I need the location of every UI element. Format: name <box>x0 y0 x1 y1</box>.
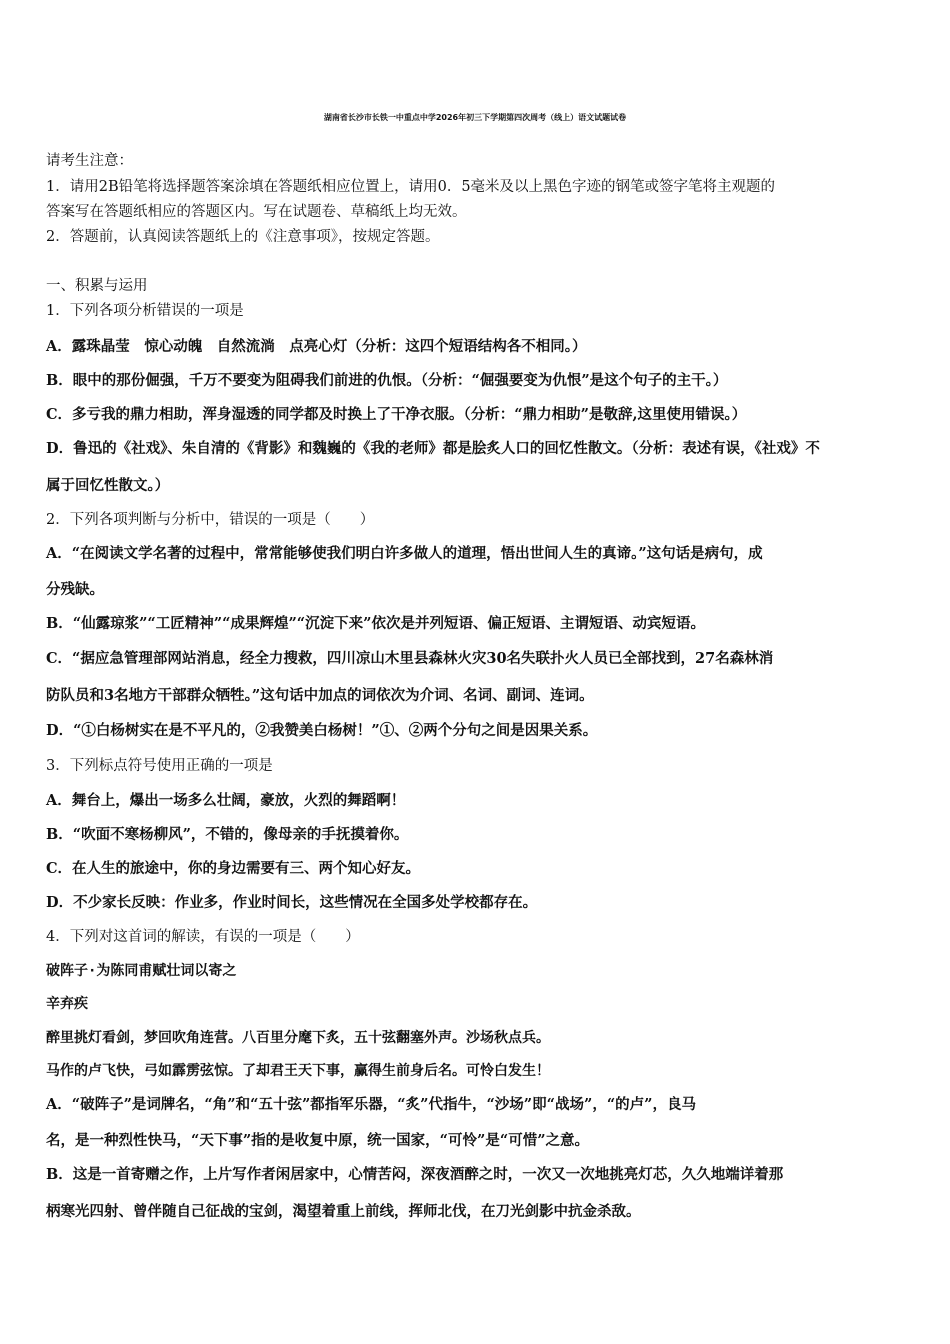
q1-option-c: C．多亏我的鼎力相助，浑身湿透的同学都及时换上了干净衣服。（分析：“鼎力相助”是敬辞,这里使用错误。） <box>46 406 747 423</box>
notice-item1-line1: 1．请用2B铅笔将选择题答案涂填在答题纸相应位置上，请用0．5毫米及以上黑色字迹的钢笔或签字笔将主观题的 <box>46 179 776 195</box>
q2-option-b: B．“仙露琼浆”“工匠精神”“成果辉煌”“沉淀下来”依次是并列短语、偏正短语、主谓短语、动宾短语。 <box>46 615 705 632</box>
q1-option-d-line1: D．鲁迅的《社戏》、朱自清的《背影》和魏巍的《我的老师》都是脍炙人口的回忆性散文。（分析：表述有误，《社戏》不 <box>46 440 820 457</box>
notice-item1-line2: 答案写在答题纸相应的答题区内。写在试题卷、草稿纸上均无效。 <box>46 204 467 220</box>
q4-stem: 4．下列对这首词的解读，有误的一项是（ ） <box>46 929 360 945</box>
section-heading: 一、积累与运用 <box>46 278 148 294</box>
poem-author: 辛弃疾 <box>46 996 88 1012</box>
q2-option-c-line2: 防队员和3名地方干部群众牺牲。”这句话中加点的词依次为介词、名词、副词、连词。 <box>46 687 594 704</box>
q2-option-d: D．“①白杨树实在是不平凡的，②我赞美白杨树！”①、②两个分句之间是因果关系。 <box>46 722 598 739</box>
q1-option-a: A．露珠晶莹 惊心动魄 自然流淌 点亮心灯（分析：这四个短语结构各不相同。） <box>46 338 587 355</box>
notice-item2: 2．答题前，认真阅读答题纸上的《注意事项》，按规定答题。 <box>46 229 440 245</box>
q1-stem: 1．下列各项分析错误的一项是 <box>46 303 244 319</box>
q4-option-b-line2: 柄寒光四射、曾伴随自己征战的宝剑，渴望着重上前线，挥师北伐，在刀光剑影中抗金杀敌。 <box>46 1203 641 1220</box>
poem-line-2: 马作的卢飞快，弓如霹雳弦惊。了却君王天下事，赢得生前身后名。可怜白发生！ <box>46 1063 550 1079</box>
poem-title: 破阵子·为陈同甫赋壮词以寄之 <box>46 963 237 979</box>
q4-option-a-line1: A．“破阵子”是词牌名，“角”和“五十弦”都指军乐器，“炙”代指牛，“沙场”即“战场”，“的卢”，良马 <box>46 1096 697 1113</box>
q2-option-a-line2: 分残缺。 <box>46 581 104 598</box>
q3-option-d: D．不少家长反映：作业多，作业时间长，这些情况在全国多处学校都存在。 <box>46 894 538 911</box>
q2-option-c-line1: C．“据应急管理部网站消息，经全力搜救，四川凉山木里县森林火灾30名失联扑火人员已全部找到，27名森林消 <box>46 650 774 667</box>
q4-option-b-line1: B．这是一首寄赠之作，上片写作者闲居家中，心情苦闷，深夜酒醉之时，一次又一次地挑亮灯芯，久久地端详着那 <box>46 1166 784 1183</box>
q3-option-b: B．“吹面不寒杨柳风”，不错的，像母亲的手抚摸着你。 <box>46 826 409 843</box>
q3-stem: 3．下列标点符号使用正确的一项是 <box>46 758 273 774</box>
q1-option-d-line2: 属于回忆性散文。） <box>46 477 170 494</box>
poem-line-1: 醉里挑灯看剑，梦回吹角连营。八百里分麾下炙，五十弦翻塞外声。沙场秋点兵。 <box>46 1030 550 1046</box>
q1-option-b: B．眼中的那份倔强，千万不要变为阻碍我们前进的仇恨。（分析：“倔强要变为仇恨”是这个句子的主干。） <box>46 372 728 389</box>
q3-option-c: C．在人生的旅途中，你的身边需要有三、两个知心好友。 <box>46 860 421 877</box>
q4-option-a-line2: 名，是一种烈性快马，“天下事”指的是收复中原，统一国家，“可怜”是“可惜”之意。 <box>46 1132 590 1149</box>
page-title: 湖南省长沙市长铁一中重点中学2026年初三下学期第四次周考（线上）语文试题试卷 <box>323 113 627 122</box>
notice-heading: 请考生注意： <box>46 153 133 169</box>
q2-stem: 2．下列各项判断与分析中，错误的一项是（ ） <box>46 512 375 528</box>
q2-option-a-line1: A．“在阅读文学名著的过程中，常常能够使我们明白许多做人的道理，悟出世间人生的真谛。”这句话是病句，成 <box>46 545 763 562</box>
q3-option-a: A．舞台上，爆出一场多么壮阔，豪放，火烈的舞蹈啊！ <box>46 792 406 809</box>
